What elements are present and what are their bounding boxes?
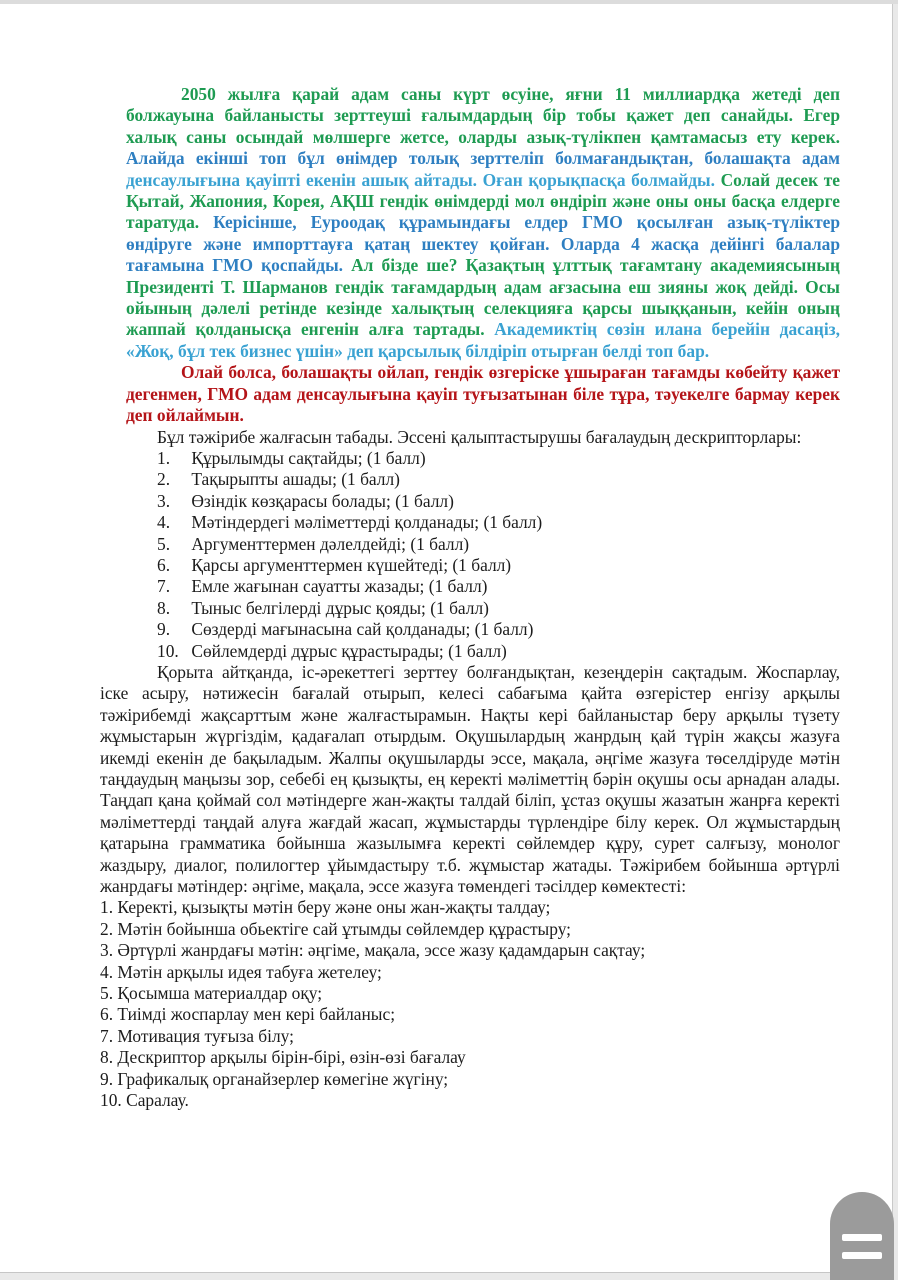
list-item: [100, 534, 840, 555]
list-item-number: 2.: [100, 918, 114, 939]
list-item: [100, 1090, 840, 1111]
list-item-text: Өзіндік көзқарасы болады; (1 балл): [187, 490, 454, 511]
list-item-text: Дескриптор арқылы бірін-бірі, өзін-өзі бағалау: [113, 1047, 466, 1068]
descriptors-intro-line: Бұл тәжірибе жалғасын табады. Эссені қалыптастырушы бағалаудың дескрипторлары:: [157, 426, 802, 447]
list-item-text: Сөйлемдерді дұрыс құрастырады; (1 балл): [187, 640, 507, 661]
list-item: [100, 448, 840, 469]
list-item: [100, 598, 840, 619]
list-item-number: 1.: [100, 897, 114, 918]
list-item-text: Тыныс белгілерді дұрыс қояды; (1 балл): [187, 597, 489, 618]
list-item-number: 10.: [157, 640, 179, 661]
list-item-number: 5.: [100, 983, 114, 1004]
text-segment-blue_light: Академиктің сөзін илана берейін дасаңіз, «Жоқ, бұл тек бизнес үшін» деп қарсылық білдіріп отырған белді топ бар.: [126, 319, 840, 361]
document-page: [0, 4, 893, 1273]
list-item-text: Қосымша материалдар оқу;: [113, 983, 323, 1004]
text-segment-green: Ал бізде ше? Қазақтың ұлттық тағамтану академиясының Президенті Т. Шарманов гендік тағамдардың адам ағзасына еш зияны жоқ дейді. Осы ойының дәлелі ретінде кезінде халықтың селекцияға қарсы шыққанын, кейін оның жаппай қолданысқа енгенін алға тартады.: [126, 255, 840, 340]
list-item-text: Саралау.: [121, 1090, 189, 1111]
list-item: [100, 641, 840, 662]
list-item-text: Аргументтермен дәлелдейді; (1 балл): [187, 533, 470, 554]
list-item-number: 5.: [157, 533, 171, 554]
list-item: [100, 576, 840, 597]
list-item-text: Тақырыпты ашады; (1 балл): [187, 469, 400, 490]
list-item-text: Мотивация туғыза білу;: [113, 1025, 294, 1046]
list-item: [100, 512, 840, 533]
list-item-text: Мәтіндердегі мәліметтерді қолданады; (1 балл): [187, 512, 543, 533]
text-segment-blue_light: денсаулығына қауіпті екенін ашық айтады. Оған қорықпасқа болмайды.: [126, 169, 721, 190]
list-item-number: 3.: [157, 490, 171, 511]
essay-conclusion-paragraph: Олай болса, болашақты ойлап, гендік өзгеріске ұшыраған тағамды көбейту қажет дегенмен, ГМО адам денсаулығына қауіп туғызатынан біле тұра, тәуекелге бармау керек деп ойлаймын.: [126, 362, 840, 426]
list-item: [100, 1026, 840, 1047]
list-item: [100, 1004, 840, 1025]
list-item: [100, 1069, 840, 1090]
list-item-text: Керекті, қызықты мәтін беру және оны жан-жақты талдау;: [113, 897, 551, 918]
list-item-number: 4.: [100, 961, 114, 982]
list-item-number: 7.: [100, 1025, 114, 1046]
list-item-text: Әртүрлі жанрдағы мәтін: әңгіме, мақала, эссе жазу қадамдарын сақтау;: [113, 940, 646, 961]
descriptor-list: [100, 448, 840, 662]
list-item-number: 9.: [157, 619, 171, 640]
list-item: [100, 1047, 840, 1068]
list-item-number: 2.: [157, 469, 171, 490]
list-item: [100, 983, 840, 1004]
list-item-text: Мәтін арқылы идея табуға жетелеу;: [113, 961, 382, 982]
opening-paragraph-text: [126, 84, 840, 362]
list-item-number: 4.: [157, 512, 171, 533]
list-item: [100, 897, 840, 918]
list-item-text: Мәтін бойынша обьектіге сай ұтымды сөйлемдер құрастыру;: [113, 918, 572, 939]
list-item-number: 6.: [157, 554, 171, 575]
list-item-number: 9.: [100, 1068, 114, 1089]
list-item-number: 8.: [157, 597, 171, 618]
essay-opening-paragraph: [126, 84, 840, 427]
document-content: [100, 84, 840, 1112]
list-item-text: Құрылымды сақтайды; (1 балл): [187, 447, 426, 468]
list-item-text: Графикалық органайзерлер көмегіне жүгіну;: [113, 1068, 449, 1089]
text-segment-green: 2050 жылға қарай адам саны күрт өсуіне, яғни 11 миллиардқа жетеді деп болжауына байланысты зерттеуші ғалымдардың бір тобы қажет деп санайды. Егер халық саны осындай мөлшерге жетсе, оларды азық-түлікпен қамтамасыз ету керек.: [126, 84, 840, 147]
list-item: [100, 962, 840, 983]
list-item: [100, 491, 840, 512]
list-item-number: 7.: [157, 576, 171, 597]
list-item-number: 10.: [100, 1090, 122, 1111]
list-item-number: 3.: [100, 940, 114, 961]
experience-summary-paragraph: Қорыта айтқанда, іс-әрекеттегі зерттеу болғандықтан, кезеңдерін сақтадым. Жоспарлау, іске асыру, нәтижесін бағалай отырып, келесі сабағыма қайта өзгерістер енгізу арқылы тәжірибемді жақсарттым және жалғастырамын. Нақты кері байланыстар беру арқылы түзету жұмыстарын жүргіздім, қадағалап отырдым. Оқушылардың жанрдың қай түрін жақсы жазуға икемді екенін де бақыладым. Жалпы оқушыларды эссе, мақала, әңгіме жазуға төселдіруде мәтін таңдаудың маңызы зор, себебі ең қызықты, ең керекті мәліметтің бәрін оқушы осы арнадан алады. Таңдап қана қоймай сол мәтіндерге жан-жақты талдай біліп, ұстаз оқушы жазатын жанрға керекті мәліметтерді таңдай алуға жағдай жасап, жұмыстарды түрлендіре білу керек. Ол жұмыстардың қатарына грамматика бойынша жазылымға керекті сөйлемдер құру, сурет салғызу, монолог жаздыру, диалог, полилогтер ұйымдастыру т.б. жұмыстар жатады. Тәжірибем бойынша әртүрлі жанрдағы мәтіндер: әңгіме, мақала, эссе жазуға төмендегі тәсілдер көмектесті:: [100, 661, 840, 897]
list-item: [100, 919, 840, 940]
list-item: [100, 940, 840, 961]
list-item: [100, 619, 840, 640]
list-item-number: 8.: [100, 1047, 114, 1068]
menu-button[interactable]: [830, 1192, 894, 1280]
text-segment-green: Солай десек те Қытай, Жапония, Корея, АҚШ гендік өнімдерді мол өндіріп және оны оны басқа елдерге таратуда.: [126, 169, 840, 233]
list-item-number: 1.: [157, 447, 171, 468]
list-item: [100, 555, 840, 576]
methods-list: [100, 897, 840, 1111]
list-item-text: Тиімді жоспарлау мен кері байланыс;: [113, 1004, 396, 1025]
text-segment-blue: Керісінше, Еуроодақ құрамындағы елдер ГМО қосылған азық-түліктер өндіруге және импорттауға қатаң шектеу қойған. Оларда 4 жасқа дейінгі балалар тағамына ГМО қоспайды.: [126, 212, 841, 276]
text-segment-blue: Алайда екінші топ бұл өнімдер толық зерттеліп болмағандықтан, болашақта адам: [126, 148, 840, 169]
list-item-text: Емле жағынан сауатты жазады; (1 балл): [187, 576, 488, 597]
list-item: [100, 469, 840, 490]
list-item-text: Сөздерді мағынасына сай қолданады; (1 балл): [187, 619, 534, 640]
list-item-number: 6.: [100, 1004, 114, 1025]
list-item-text: Қарсы аргументтермен күшейтеді; (1 балл): [187, 554, 512, 575]
